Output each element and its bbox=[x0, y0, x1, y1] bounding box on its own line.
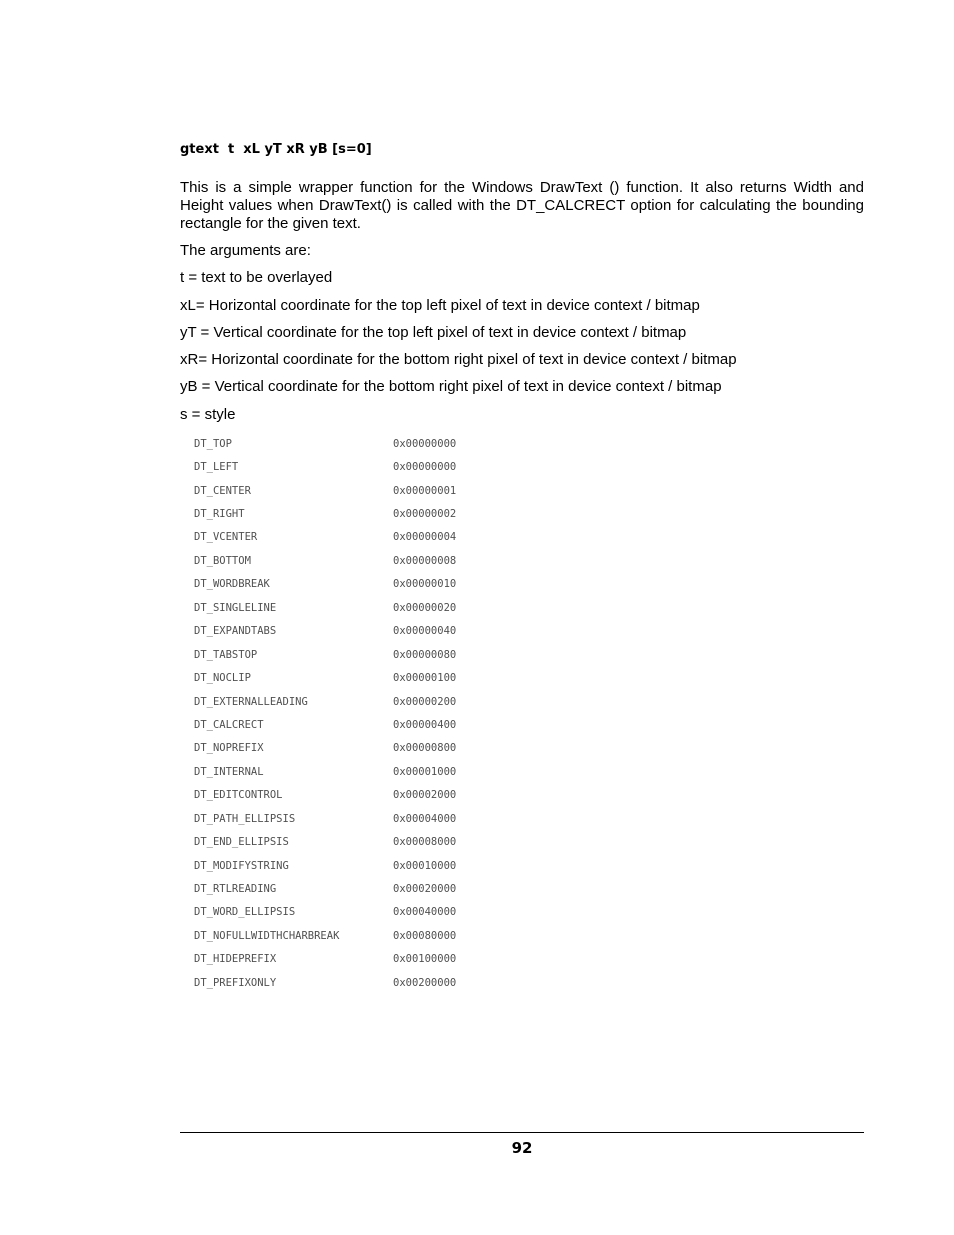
style-constant-name: DT_END_ELLIPSIS bbox=[194, 836, 289, 849]
style-constant-value: 0x00000010 bbox=[393, 578, 457, 591]
style-constant-value: 0x00100000 bbox=[393, 953, 457, 966]
style-constant-value: 0x00000040 bbox=[393, 625, 457, 638]
argument-yt: yT = Vertical coordinate for the top left pixel of text in device context / bitmap bbox=[180, 324, 687, 341]
style-constant-value: 0x00000800 bbox=[393, 742, 457, 755]
style-constant-row bbox=[194, 807, 456, 830]
style-constant-row bbox=[194, 690, 456, 713]
style-constant-name: DT_HIDEPREFIX bbox=[194, 953, 277, 966]
style-constant-name: DT_NOFULLWIDTHCHARBREAK bbox=[194, 929, 340, 942]
style-constant-row bbox=[194, 737, 456, 760]
style-constant-name: DT_VCENTER bbox=[194, 531, 258, 544]
style-constant-row bbox=[194, 526, 456, 549]
style-constant-name: DT_PREFIXONLY bbox=[194, 976, 277, 989]
style-constant-row bbox=[194, 596, 456, 619]
style-constant-row bbox=[194, 784, 456, 807]
style-constant-value: 0x00001000 bbox=[393, 765, 457, 778]
style-constant-name: DT_CALCRECT bbox=[194, 718, 264, 731]
style-constant-value: 0x00000020 bbox=[393, 601, 457, 614]
style-constant-name: DT_WORDBREAK bbox=[194, 578, 270, 591]
style-constant-row bbox=[194, 549, 456, 572]
style-constant-row bbox=[194, 620, 456, 643]
style-constant-value: 0x00000080 bbox=[393, 648, 457, 661]
style-constant-value: 0x00000000 bbox=[393, 461, 457, 474]
style-constant-value: 0x00004000 bbox=[393, 812, 457, 825]
style-constant-name: DT_TOP bbox=[194, 437, 232, 450]
style-constant-row bbox=[194, 854, 456, 877]
style-constant-name: DT_CENTER bbox=[194, 484, 251, 497]
style-constant-row bbox=[194, 479, 456, 502]
style-constant-name: DT_NOPREFIX bbox=[194, 742, 264, 755]
style-constant-value: 0x00000200 bbox=[393, 695, 457, 708]
argument-xr: xR= Horizontal coordinate for the bottom right pixel of text in device context / bitmap bbox=[180, 351, 737, 368]
style-constant-name: DT_RTLREADING bbox=[194, 883, 277, 896]
style-constant-row bbox=[194, 877, 456, 900]
page-number: 92 bbox=[511, 1139, 533, 1157]
style-constant-name: DT_INTERNAL bbox=[194, 765, 264, 778]
footer-divider bbox=[180, 1132, 864, 1133]
style-constant-row bbox=[194, 502, 456, 525]
style-constant-name: DT_SINGLELINE bbox=[194, 601, 277, 614]
argument-yb: yB = Vertical coordinate for the bottom right pixel of text in device context / bitmap bbox=[180, 378, 722, 395]
style-constant-row bbox=[194, 432, 456, 455]
style-constant-name: DT_TABSTOP bbox=[194, 648, 258, 661]
style-constant-name: DT_PATH_ELLIPSIS bbox=[194, 812, 296, 825]
style-constant-value: 0x00000001 bbox=[393, 484, 457, 497]
style-constant-value: 0x00080000 bbox=[393, 929, 457, 942]
style-constant-row bbox=[194, 924, 456, 947]
style-constant-name: DT_BOTTOM bbox=[194, 554, 251, 567]
argument-s: s = style bbox=[180, 406, 236, 423]
style-constant-value: 0x00000000 bbox=[393, 437, 457, 450]
style-constant-row bbox=[194, 643, 456, 666]
style-constant-row bbox=[194, 760, 456, 783]
style-constant-row bbox=[194, 713, 456, 736]
style-constant-row bbox=[194, 971, 456, 994]
style-constant-row bbox=[194, 948, 456, 971]
arguments-intro: The arguments are: bbox=[180, 242, 311, 259]
style-constant-row bbox=[194, 666, 456, 689]
argument-xl: xL= Horizontal coordinate for the top left pixel of text in device context / bitmap bbox=[180, 297, 700, 314]
style-constant-value: 0x00000400 bbox=[393, 718, 457, 731]
style-constant-value: 0x00200000 bbox=[393, 976, 457, 989]
style-constant-name: DT_NOCLIP bbox=[194, 672, 251, 685]
style-constant-name: DT_EDITCONTROL bbox=[194, 789, 283, 802]
style-constant-value: 0x00020000 bbox=[393, 883, 457, 896]
style-constant-name: DT_WORD_ELLIPSIS bbox=[194, 906, 296, 919]
style-constant-value: 0x00008000 bbox=[393, 836, 457, 849]
style-constants-list bbox=[194, 432, 456, 995]
style-constant-row bbox=[194, 901, 456, 924]
function-signature-heading: gtext t xL yT xR yB [s=0] bbox=[180, 142, 372, 157]
style-constant-name: DT_LEFT bbox=[194, 461, 239, 474]
style-constant-name: DT_RIGHT bbox=[194, 508, 245, 521]
style-constant-value: 0x00000004 bbox=[393, 531, 457, 544]
style-constant-name: DT_EXPANDTABS bbox=[194, 625, 277, 638]
style-constant-value: 0x00000008 bbox=[393, 554, 457, 567]
style-constant-row bbox=[194, 455, 456, 478]
intro-paragraph: This is a simple wrapper function for the Windows DrawText () function. It also returns Width and Height values when DrawText() is called with the DT_CALCRECT option for calculating the bounding rectangle for the given text. bbox=[180, 179, 864, 232]
style-constant-row bbox=[194, 830, 456, 853]
style-constant-value: 0x00040000 bbox=[393, 906, 457, 919]
style-constant-value: 0x00000002 bbox=[393, 508, 457, 521]
style-constant-name: DT_MODIFYSTRING bbox=[194, 859, 289, 872]
argument-t: t = text to be overlayed bbox=[180, 269, 333, 286]
style-constant-name: DT_EXTERNALLEADING bbox=[194, 695, 308, 708]
style-constant-value: 0x00010000 bbox=[393, 859, 457, 872]
style-constant-row bbox=[194, 573, 456, 596]
style-constant-value: 0x00002000 bbox=[393, 789, 457, 802]
style-constant-value: 0x00000100 bbox=[393, 672, 457, 685]
